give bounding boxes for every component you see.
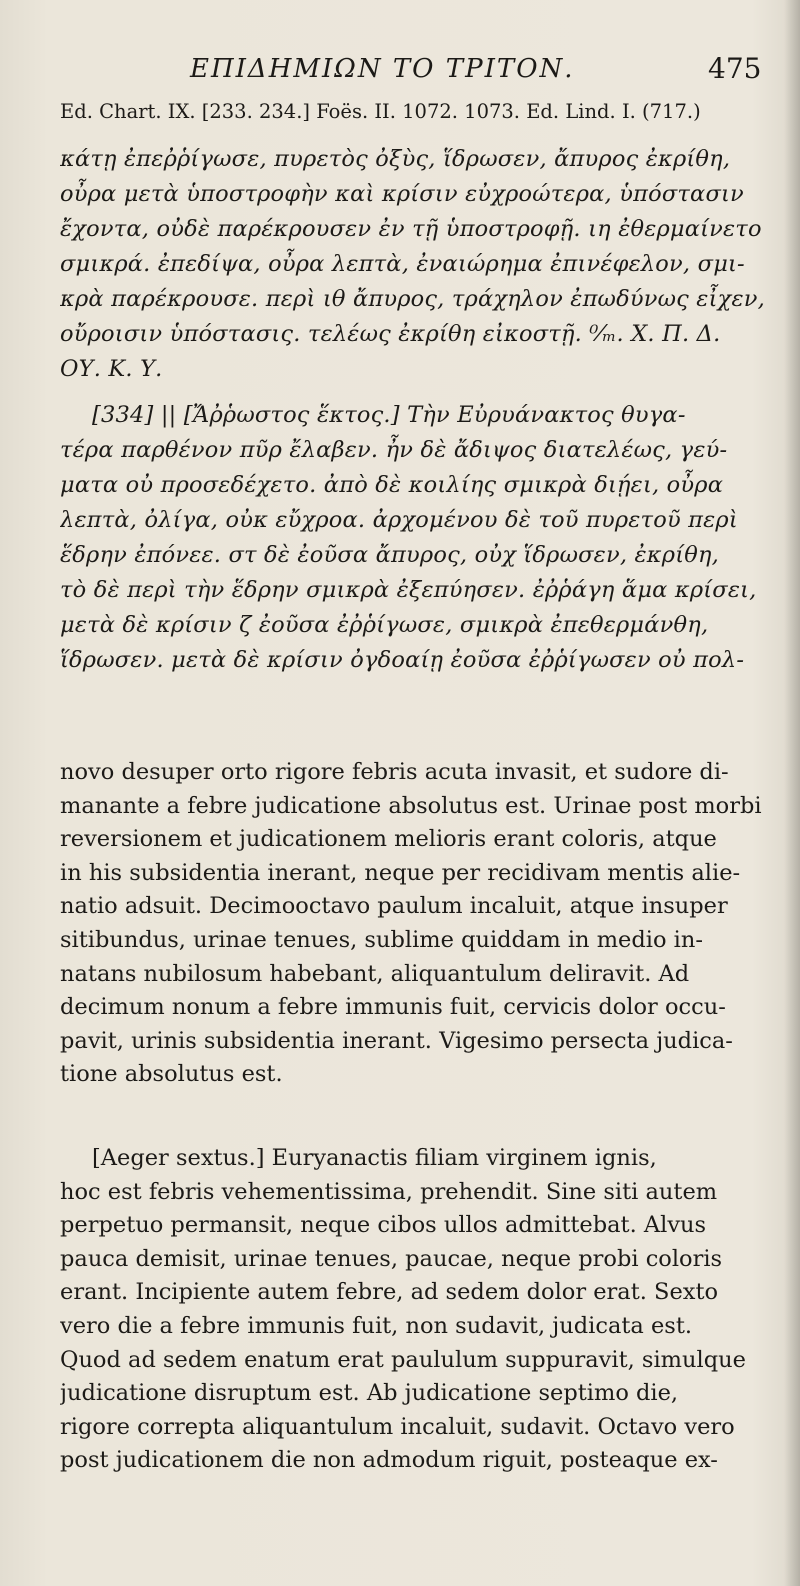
text-line: ἕδρην ἐπόνεε. στ δὲ ἐοῦσα ἄπυρος, οὐχ ἵδρωσεν, ἐκρίθη, — [60, 542, 719, 568]
text-line: natio adsuit. Decimooctavo paulum incaluit, atque insuper — [60, 893, 728, 920]
page-gutter-shadow — [784, 0, 800, 1586]
running-title: ΕΠΙΔΗΜΙΩΝ ΤΟ ΤΡΙΤΟΝ. — [190, 54, 575, 84]
text-line: judicatione disruptum est. Ab judicatione septimo die, — [60, 1380, 679, 1407]
text-line: κάτῃ ἐπεῤῥίγωσε, πυρετὸς ὀξὺς, ἵδρωσεν, ἄπυρος ἐκρίθη, — [60, 146, 731, 172]
running-head — [0, 48, 800, 88]
text-line: ΟΥ. Κ. Υ. — [60, 356, 163, 382]
latin-text-block-1 — [60, 756, 770, 1092]
text-line: pavit, urinis subsidentia inerant. Vigesimo persecta judica- — [60, 1027, 733, 1054]
text-line: σμικρά. ἐπεδίψα, οὖρα λεπτὰ, ἐναιώρημα ἐπινέφελον, σμι- — [60, 251, 745, 277]
text-line: in his subsidentia inerant, neque per recidivam mentis alie- — [60, 859, 741, 886]
text-line: perpetuo permansit, neque cibos ullos admittebat. Alvus — [60, 1212, 707, 1239]
text-line: sitibundus, urinae tenues, sublime quiddam in medio in- — [60, 926, 703, 953]
latin-text-block-2 — [60, 1142, 770, 1478]
text-line: pauca demisit, urinae tenues, paucae, neque probi coloris — [60, 1245, 723, 1272]
page-number: 475 — [708, 52, 762, 85]
text-line: κρὰ παρέκρουσε. περὶ ιθ ἄπυρος, τράχηλον ἐπωδύνως εἶχεν, — [60, 286, 765, 312]
text-line: rigore correpta aliquantulum incaluit, sudavit. Octavo vero — [60, 1413, 735, 1440]
text-line: μετὰ δὲ κρίσιν ζ ἐοῦσα ἐῤῥίγωσε, σμικρὰ ἐπεθερμάνθη, — [60, 612, 709, 638]
text-line: οὔροισιν ὑπόστασις. τελέως ἐκρίθη εἰκοστῇ. ⁰⁄ₘ. Χ. Π. Δ. — [60, 321, 721, 347]
text-line: [334] || [Ἄῤῥωστος ἕκτος.] Τὴν Εὐρυάνακτος θυγα- — [92, 402, 686, 428]
text-line: vero die a febre immunis fuit, non sudavit, judicata est. — [60, 1312, 693, 1339]
text-line: reversionem et judicationem melioris erant coloris, atque — [60, 826, 717, 853]
text-line: hoc est febris vehementissima, prehendit. Sine siti autem — [60, 1178, 718, 1205]
text-line: natans nubilosum habebant, aliquantulum deliravit. Ad — [60, 960, 690, 987]
greek-text-block-2 — [60, 398, 770, 678]
text-line: tione absolutus est. — [60, 1061, 283, 1088]
text-line: τέρα παρθένον πῦρ ἔλαβεν. ἦν δὲ ἄδιψος διατελέως, γεύ- — [60, 437, 728, 463]
text-line: post judicationem die non admodum riguit, posteaque ex- — [60, 1447, 718, 1474]
text-line: οὖρα μετὰ ὑποστροφὴν καὶ κρίσιν εὐχροώτερα, ὑπόστασιν — [60, 181, 744, 207]
text-line: Quod ad sedem enatum erat paululum suppuravit, simulque — [60, 1346, 746, 1373]
edition-references: Ed. Chart. IX. [233. 234.] Foës. II. 1072. 1073. Ed. Lind. I. (717.) — [60, 100, 701, 123]
text-line: ματα οὐ προσεδέχετο. ἀπὸ δὲ κοιλίης σμικρὰ διῄει, οὖρα — [60, 472, 724, 498]
text-line: λεπτὰ, ὀλίγα, οὐκ εὔχροα. ἀρχομένου δὲ τοῦ πυρετοῦ περὶ — [60, 507, 738, 533]
text-line: decimum nonum a febre immunis fuit, cervicis dolor occu- — [60, 994, 726, 1021]
text-line: τὸ δὲ περὶ τὴν ἕδρην σμικρὰ ἐξεπύησεν. ἐῤῥάγη ἅμα κρίσει, — [60, 577, 757, 603]
text-line: ἵδρωσεν. μετὰ δὲ κρίσιν ὀγδοαίῃ ἐοῦσα ἐῤῥίγωσεν οὐ πολ- — [60, 647, 745, 673]
text-line: manante a febre judicatione absolutus est. Urinae post morbi — [60, 792, 762, 819]
text-line: novo desuper orto rigore febris acuta invasit, et sudore di- — [60, 759, 729, 785]
text-line: ἔχοντα, οὐδὲ παρέκρουσεν ἐν τῇ ὑποστροφῇ. ιη ἐθερμαίνετο — [60, 216, 762, 242]
text-line: erant. Incipiente autem febre, ad sedem dolor erat. Sexto — [60, 1279, 719, 1306]
greek-text-block-1 — [60, 142, 770, 387]
text-line: [Aeger sextus.] Euryanactis filiam virginem ignis, — [92, 1145, 657, 1171]
